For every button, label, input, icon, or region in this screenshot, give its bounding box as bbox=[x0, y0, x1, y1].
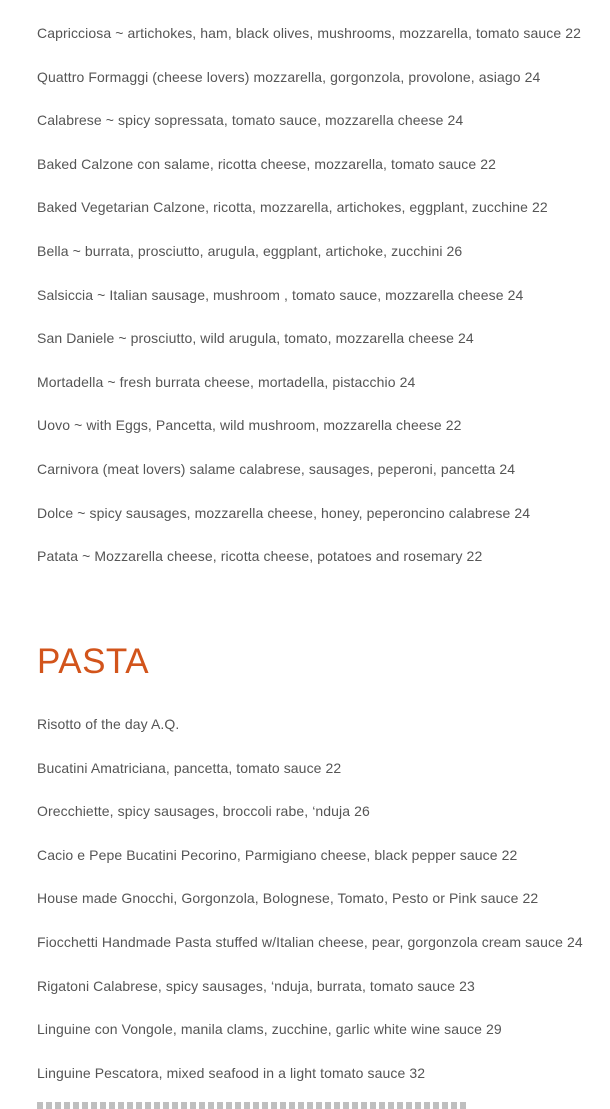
menu-item: Bucatini Amatriciana, pancetta, tomato sauce 22 bbox=[37, 759, 342, 776]
menu-item: Rigatoni Calabrese, spicy sausages, ‘nduja, burrata, tomato sauce 23 bbox=[37, 977, 475, 994]
menu-item: Uovo ~ with Eggs, Pancetta, wild mushroom, mozzarella cheese 22 bbox=[37, 417, 462, 434]
menu-item: Cacio e Pepe Bucatini Pecorino, Parmigiano cheese, black pepper sauce 22 bbox=[37, 846, 518, 863]
menu-item: Capricciosa ~ artichokes, ham, black olives, mushrooms, mozzarella, tomato sauce 22 bbox=[37, 25, 582, 41]
cut-off-top-line bbox=[37, 0, 357, 3]
menu-item: Calabrese ~ spicy sopressata, tomato sauce, mozzarella cheese 24 bbox=[37, 112, 464, 129]
menu-item: Fiocchetti Handmade Pasta stuffed w/Italian cheese, pear, gorgonzola cream sauce 24 bbox=[37, 933, 583, 950]
menu-item: Baked Calzone con salame, ricotta cheese, mozzarella, tomato sauce 22 bbox=[37, 155, 497, 172]
menu-item: Bella ~ burrata, prosciutto, arugula, eggplant, artichoke, zucchini 26 bbox=[37, 242, 463, 259]
pasta-menu-list bbox=[37, 714, 605, 1106]
menu-item: Salsiccia ~ Italian sausage, mushroom , tomato sauce, mozzarella cheese 24 bbox=[37, 286, 524, 303]
cut-off-text-fragment bbox=[37, 1102, 467, 1109]
pizza-menu-list bbox=[37, 23, 605, 590]
menu-item: Orecchiette, spicy sausages, broccoli rabe, ‘nduja 26 bbox=[37, 803, 370, 820]
menu-item: Risotto of the day A.Q. bbox=[37, 716, 180, 732]
menu-item: Dolce ~ spicy sausages, mozzarella cheese, honey, peperoncino calabrese 24 bbox=[37, 504, 531, 521]
menu-item: Patata ~ Mozzarella cheese, ricotta cheese, potatoes and rosemary 22 bbox=[37, 548, 483, 565]
menu-item: Quattro Formaggi (cheese lovers) mozzarella, gorgonzola, provolone, asiago 24 bbox=[37, 68, 541, 85]
cut-off-bottom-line bbox=[37, 1100, 467, 1109]
menu-item: House made Gnocchi, Gorgonzola, Bolognese, Tomato, Pesto or Pink sauce 22 bbox=[37, 890, 539, 907]
menu-item: Linguine Pescatora, mixed seafood in a light tomato sauce 32 bbox=[37, 1064, 426, 1081]
menu-item: Baked Vegetarian Calzone, ricotta, mozzarella, artichokes, eggplant, zucchine 22 bbox=[37, 199, 548, 216]
pasta-section-title: PASTA bbox=[37, 642, 150, 681]
menu-item: Carnivora (meat lovers) salame calabrese, sausages, peperoni, pancetta 24 bbox=[37, 460, 516, 477]
menu-item: Linguine con Vongole, manila clams, zucchine, garlic white wine sauce 29 bbox=[37, 1021, 502, 1038]
menu-item: Mortadella ~ fresh burrata cheese, mortadella, pistacchio 24 bbox=[37, 373, 416, 390]
menu-item: San Daniele ~ prosciutto, wild arugula, tomato, mozzarella cheese 24 bbox=[37, 330, 474, 347]
